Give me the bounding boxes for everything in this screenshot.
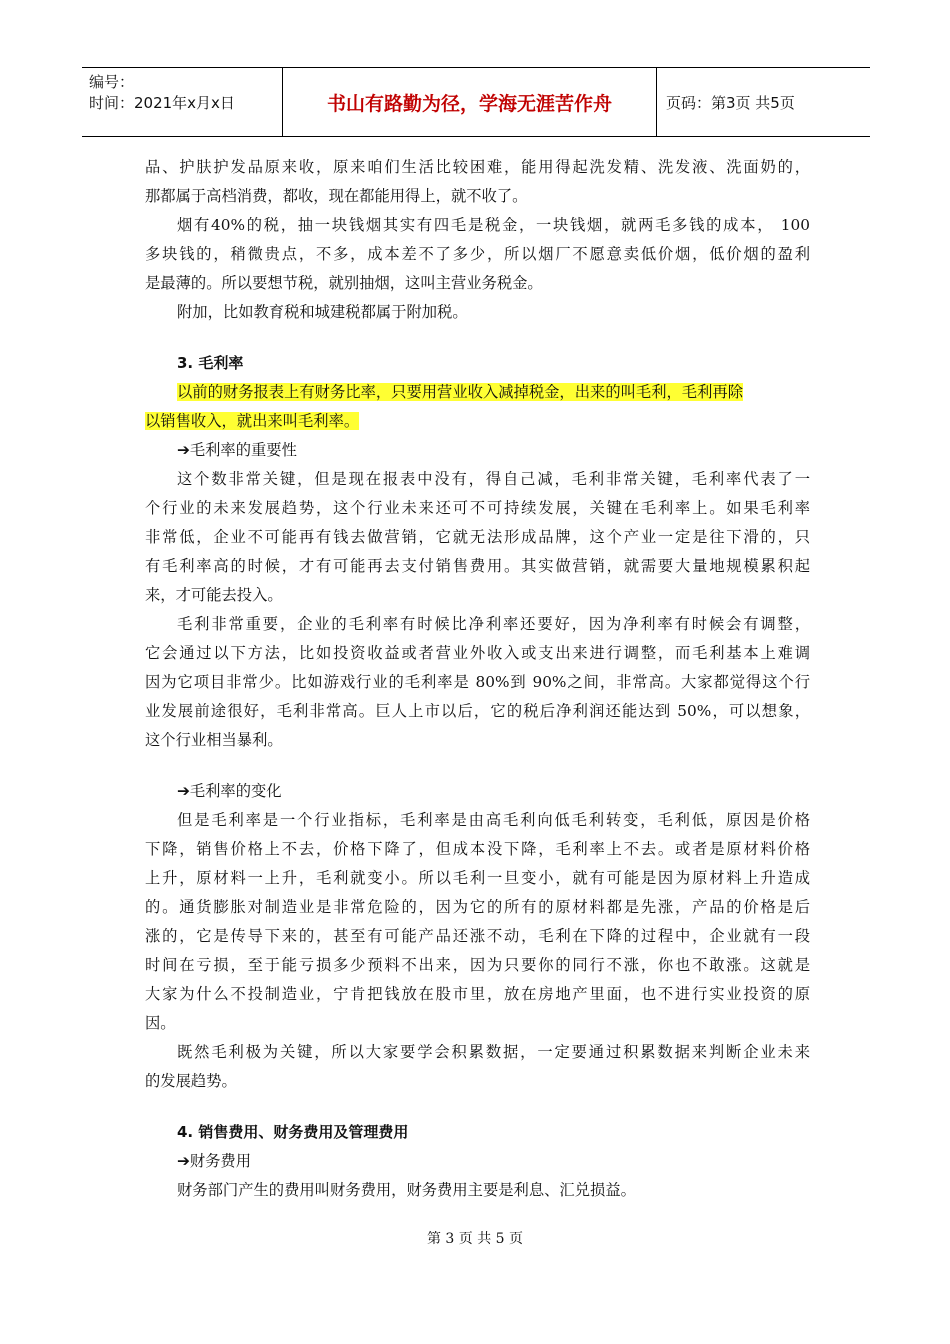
number-label: 编号： [89,73,135,91]
subheading: ➔毛利率的重要性 [177,441,297,459]
subheading: ➔毛利率的变化 [177,782,282,800]
paragraph-line: 有毛利率高的时候，才有可能再去支付销售费用。其实做营销，就需要大量地规模累积起 [145,557,810,575]
paragraph-line: 的。通货膨胀对制造业是非常危险的，因为它的所有的原材料都是先涨，产品的价格是后 [145,898,810,916]
section-heading: 3. 毛利率 [177,354,244,372]
time-label: 时间：2021年x月x日 [89,94,235,112]
highlight-text: 以前的财务报表上有财务比率，只要用营业收入减掉税金，出来的叫毛利，毛利再除 [177,383,743,401]
paragraph-line: 个行业的未来发展趋势，这个行业未来还可不可持续发展，关键在毛利率上。如果毛利率 [145,499,810,517]
paragraph-line: 财务部门产生的费用叫财务费用，财务费用主要是利息、汇兑损益。 [177,1181,636,1199]
highlighted-line [145,407,810,436]
paragraph-line: 因为它项目非常少。比如游戏行业的毛利率是 80%到 90%之间，非常高。大家都觉得这个行 [145,673,810,691]
header-page-label: 页码：第3页 共5页 [666,93,795,112]
paragraph-line: 因。 [145,1014,176,1032]
paragraph-line: 烟有40%的税，抽一块钱烟其实有四毛是税金，一块钱烟，就两毛多钱的成本， 100 [177,216,810,234]
paragraph-line: 附加，比如教育税和城建税都属于附加税。 [177,303,468,321]
paragraph-line: 它会通过以下方法，比如投资收益或者营业外收入或支出来进行调整，而毛利基本上难调 [145,644,810,662]
header-meta [89,72,235,114]
paragraph-line: 业发展前途很好，毛利非常高。巨人上市以后，它的税后净利润还能达到 50%，可以想象， [145,702,810,720]
paragraph-line: 是最薄的。所以要想节税，就别抽烟，这叫主营业务税金。 [145,274,543,292]
paragraph-line: 既然毛利极为关键，所以大家要学会积累数据，一定要通过积累数据来判断企业未来 [177,1043,810,1061]
paragraph-line: 时间在亏损，至于能亏损多少预料不出来，因为只要你的同行不涨，你也不敢涨。这就是 [145,956,810,974]
paragraph-line: 上升，原材料一上升，毛利就变小。所以毛利一旦变小，就有可能是因为原材料上升造成 [145,869,810,887]
paragraph-line: 这个行业相当暴利。 [145,731,283,749]
paragraph-line: 毛利非常重要，企业的毛利率有时候比净利率还要好，因为净利率有时候会有调整， [177,615,810,633]
paragraph-line: 的发展趋势。 [145,1072,237,1090]
section-heading: 4. 销售费用、财务费用及管理费用 [177,1123,409,1141]
header-motto: 书山有路勤为径，学海无涯苦作舟 [326,92,612,115]
paragraph-line: 这个数非常关键，但是现在报表中没有，得自己减，毛利非常关键，毛利率代表了一 [177,470,810,488]
paragraph-line: 大家为什么不投制造业，宁肯把钱放在股市里，放在房地产里面，也不进行实业投资的原 [145,985,810,1003]
paragraph-line: 涨的，它是传导下来的，甚至有可能产品还涨不动，毛利在下降的过程中，企业就有一段 [145,927,810,945]
header-divider [656,68,657,136]
paragraph-line: 来，才可能去投入。 [145,586,283,604]
paragraph-line: 非常低，企业不可能再有钱去做营销，它就无法形成品牌，这个产业一定是往下滑的，只 [145,528,810,546]
page-header [82,67,870,137]
subheading: ➔财务费用 [177,1152,252,1170]
paragraph-line: 那都属于高档消费，都收，现在都能用得上，就不收了。 [145,187,528,205]
highlighted-line [145,378,810,407]
paragraph-line: 多块钱的，稍微贵点，不多，成本差不了多少，所以烟厂不愿意卖低价烟，低价烟的盈利 [145,245,810,263]
page-footer: 第 3 页 共 5 页 [426,1231,524,1247]
highlight-text: 以销售收入，就出来叫毛利率。 [145,412,360,430]
paragraph-line: 但是毛利率是一个行业指标，毛利率是由高毛利向低毛利转变，毛利低，原因是价格 [177,811,810,829]
paragraph-line: 下降，销售价格上不去，价格下降了，但成本没下降，毛利率上不去。或者是原材料价格 [145,840,810,858]
document-body [145,153,810,1205]
paragraph-line: 品、护肤护发品原来收，原来咱们生活比较困难，能用得起洗发精、洗发液、洗面奶的， [145,158,810,176]
